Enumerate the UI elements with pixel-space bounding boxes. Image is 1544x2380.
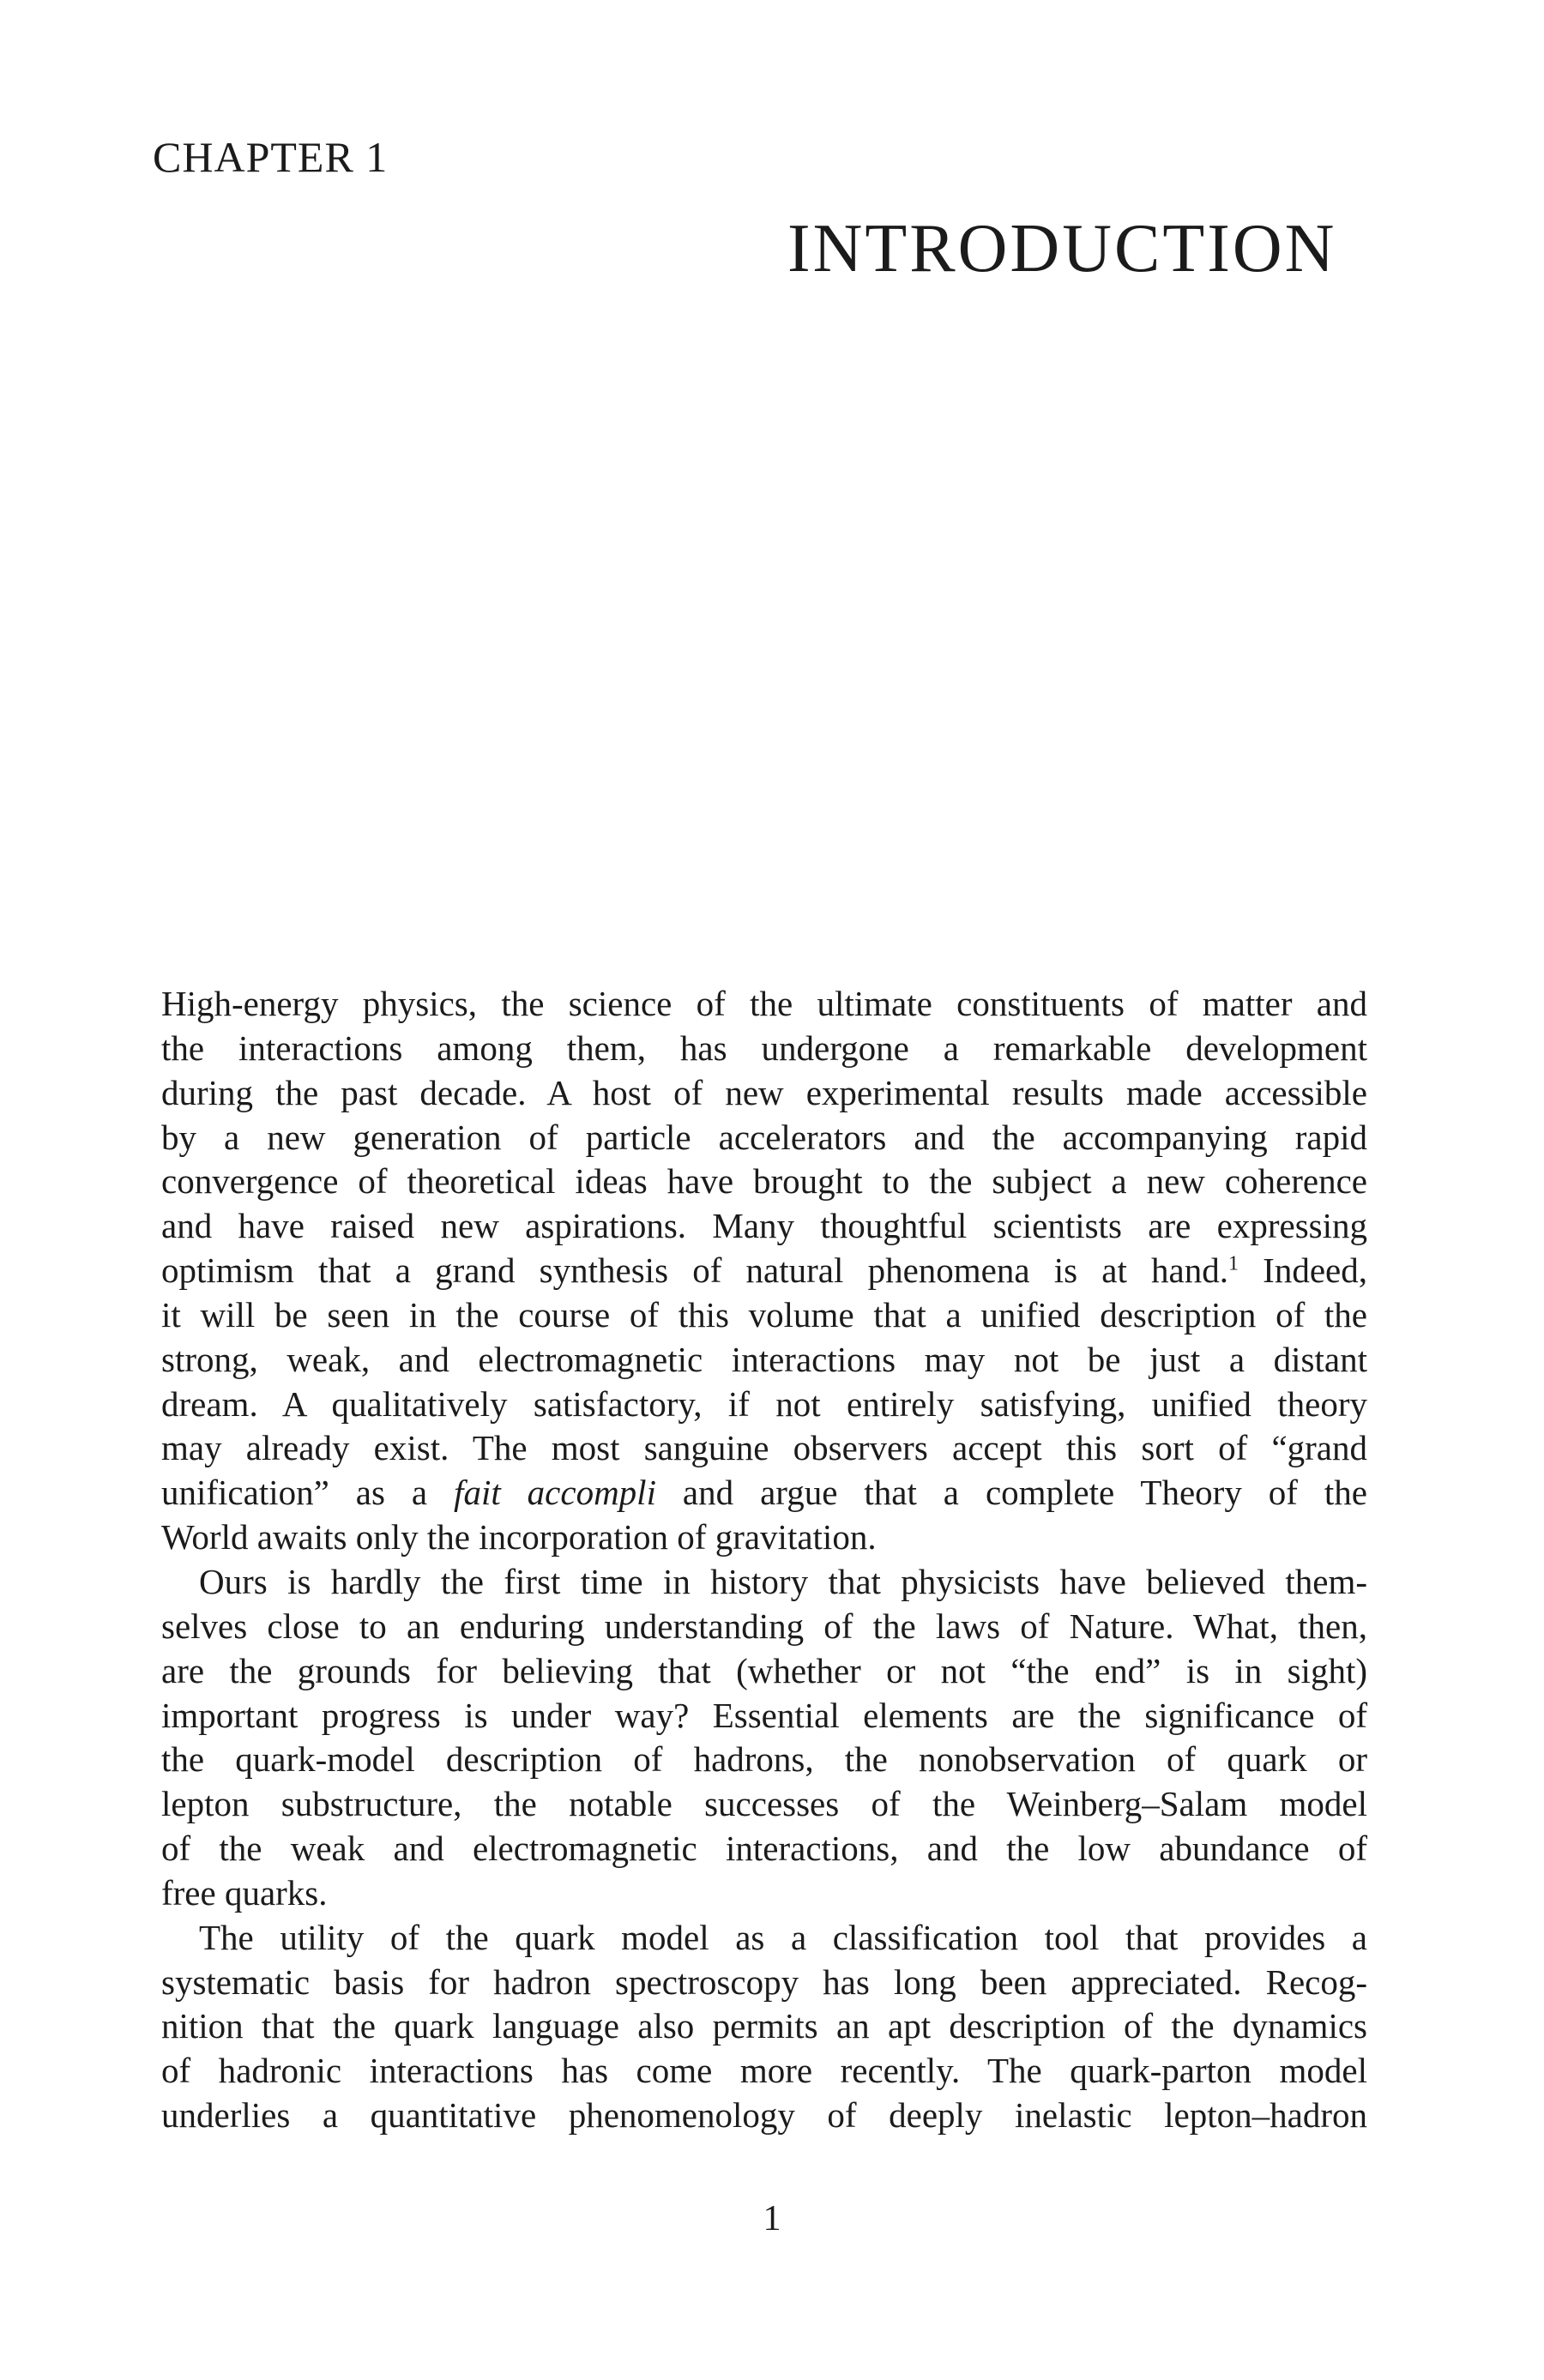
text-line: The utility of the quark model as a classification tool that provides a <box>199 1917 1367 1957</box>
text-line: of hadronic interactions has come more recently. The quark-parton model <box>161 2051 1367 2091</box>
text-line: High-energy physics, the science of the ultimate constituents of matter and <box>161 984 1367 1023</box>
text-segment: optimism that a grand synthesis of natural phenomena is at hand. <box>161 1250 1228 1291</box>
text-line: during the past decade. A host of new experimental results made accessible <box>161 1072 1367 1112</box>
text-line: nition that the quark language also permits an apt description of the dynamics <box>161 2006 1367 2046</box>
paragraph-3 <box>161 1916 1367 2138</box>
text-line: World awaits only the incorporation of gravitation. <box>161 1517 877 1558</box>
chapter-label: CHAPTER 1 <box>153 133 389 181</box>
text-segment: unification” as a <box>161 1473 455 1513</box>
text-line: lepton substructure, the notable successes of the Weinberg–Salam model <box>161 1784 1367 1824</box>
text-line: the quark-model description of hadrons, the nonobservation of quark or <box>161 1739 1367 1780</box>
body-text <box>161 982 1367 2138</box>
text-line: Ours is hardly the first time in history that physicists have believed them- <box>199 1561 1367 1601</box>
text-line: strong, weak, and electromagnetic interactions may not be just a distant <box>161 1339 1367 1379</box>
text-line: it will be seen in the course of this volume that a unified description of the <box>161 1294 1367 1335</box>
text-line: may already exist. The most sanguine observers accept this sort of “grand <box>161 1428 1367 1468</box>
paragraph-1 <box>161 982 1367 1560</box>
text-line: selves close to an enduring understanding of the laws of Nature. What, then, <box>161 1606 1367 1646</box>
text-line: underlies a quantitative phenomenology of deeply inelastic lepton–hadron <box>161 2095 1367 2136</box>
text-line: the interactions among them, has undergone a remarkable development <box>161 1027 1367 1068</box>
text-line: dream. A qualitatively satisfactory, if not entirely satisfying, unified theory <box>161 1383 1367 1424</box>
text-segment: and argue that a complete Theory of the <box>655 1473 1367 1513</box>
chapter-title: INTRODUCTION <box>787 211 1337 286</box>
text-line <box>161 1471 1367 1515</box>
paragraph-2 <box>161 1560 1367 1916</box>
text-line <box>161 1249 1367 1293</box>
footnote-reference: 1 <box>1228 1252 1239 1275</box>
page-number: 1 <box>763 2199 781 2238</box>
text-line: convergence of theoretical ideas have brought to the subject a new coherence <box>161 1161 1367 1202</box>
text-line: systematic basis for hadron spectroscopy has long been appreciated. Recog- <box>161 1961 1367 2002</box>
text-line: and have raised new aspirations. Many thoughtful scientists are expressing <box>161 1206 1367 1246</box>
text-line: free quarks. <box>161 1872 328 1913</box>
italic-term: fait accompli <box>454 1473 656 1513</box>
text-line: are the grounds for believing that (whether or not “the end” is in sight) <box>161 1650 1367 1690</box>
text-line: of the weak and electromagnetic interactions, and the low abundance of <box>161 1829 1367 1869</box>
text-line: important progress is under way? Essential elements are the significance of <box>161 1695 1367 1735</box>
text-line: by a new generation of particle accelerators and the accompanying rapid <box>161 1117 1367 1157</box>
text-segment: Indeed, <box>1239 1250 1367 1291</box>
